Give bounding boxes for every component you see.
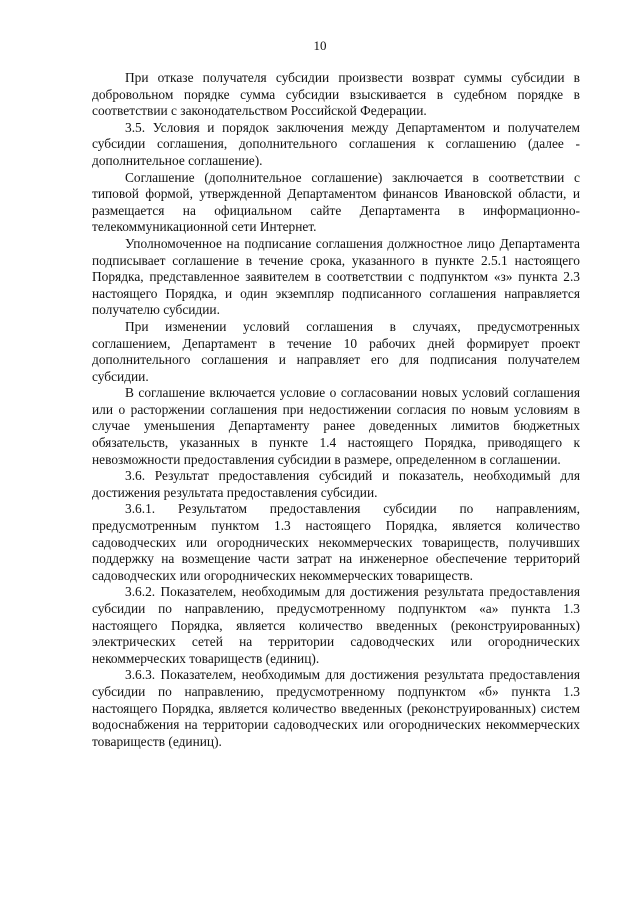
paragraph-agreement-changes: При изменении условий соглашения в случаях, предусмотренных соглашением, Департамент в течение 10 рабочих дней формирует проект дополнительного соглашения и направляет его для подписания получателем субсидии. (92, 318, 580, 384)
paragraph-3-6-1: 3.6.1. Результатом предоставления субсидии по направлениям, предусмотренным пунктом 1.3 настоящего Порядка, является количество садоводческих или огороднических некоммерческих товариществ, получивших поддержку на возмещение части затрат на инженерное обеспечение территорий садоводческих или огороднических некоммерческих товариществ. (92, 501, 580, 583)
paragraph-agreement-signing: Уполномоченное на подписание соглашения должностное лицо Департамента подписывает соглашение в течение срока, указанного в пункте 2.5.1 настоящего Порядка, представленное заявителем в соответствии с подпунктом «з» пункта 2.3 настоящего Порядка, и один экземпляр подписанного соглашения направляется получателю субсидии. (92, 235, 580, 318)
document-body (92, 70, 580, 750)
paragraph-3-6-3: 3.6.3. Показателем, необходимым для достижения результата предоставления субсидии по направлению, предусмотренному подпунктом «б» пункта 1.3 настоящего Порядка, является количество введенных (реконструированных) систем водоснабжения на территории садоводческих или огороднических некоммерческих товариществ (единиц). (92, 667, 580, 749)
paragraph-agreement-form: Соглашение (дополнительное соглашение) заключается в соответствии с типовой формой, утвержденной Департаментом финансов Ивановской области, и размещается на официальном сайте Департамента в информационно-телекоммуникационной сети Интернет. (92, 169, 580, 235)
paragraph-3-6-heading: 3.6. Результат предоставления субсидий и показатель, необходимый для достижения результата предоставления субсидии. (92, 468, 580, 500)
page-number: 10 (313, 38, 327, 53)
paragraph-refund-enforcement: При отказе получателя субсидии произвести возврат суммы субсидии в добровольном порядке сумма субсидии взыскивается в судебном порядке в соответствии с законодательством Российской Федерации. (92, 70, 580, 119)
paragraph-3-5-heading: 3.5. Условия и порядок заключения между Департаментом и получателем субсидии соглашения, дополнительного соглашения к соглашению (далее - дополнительное соглашение). (92, 119, 580, 168)
paragraph-3-6-2: 3.6.2. Показателем, необходимым для достижения результата предоставления субсидии по направлению, предусмотренному подпунктом «а» пункта 1.3 настоящего Порядка, является количество введенных (реконструированных) электрических сетей на территории садоводческих или огороднических некоммерческих товариществ (единиц). (92, 584, 580, 666)
paragraph-agreement-conditions: В соглашение включается условие о согласовании новых условий соглашения или о расторжении соглашения при недостижении согласия по новым условиям в случае уменьшения Департаменту ранее доведенных лимитов бюджетных обязательств, указанных в пункте 1.4 настоящего Порядка, приводящего к невозможности предоставления субсидии в размере, определенном в соглашении. (92, 385, 580, 467)
